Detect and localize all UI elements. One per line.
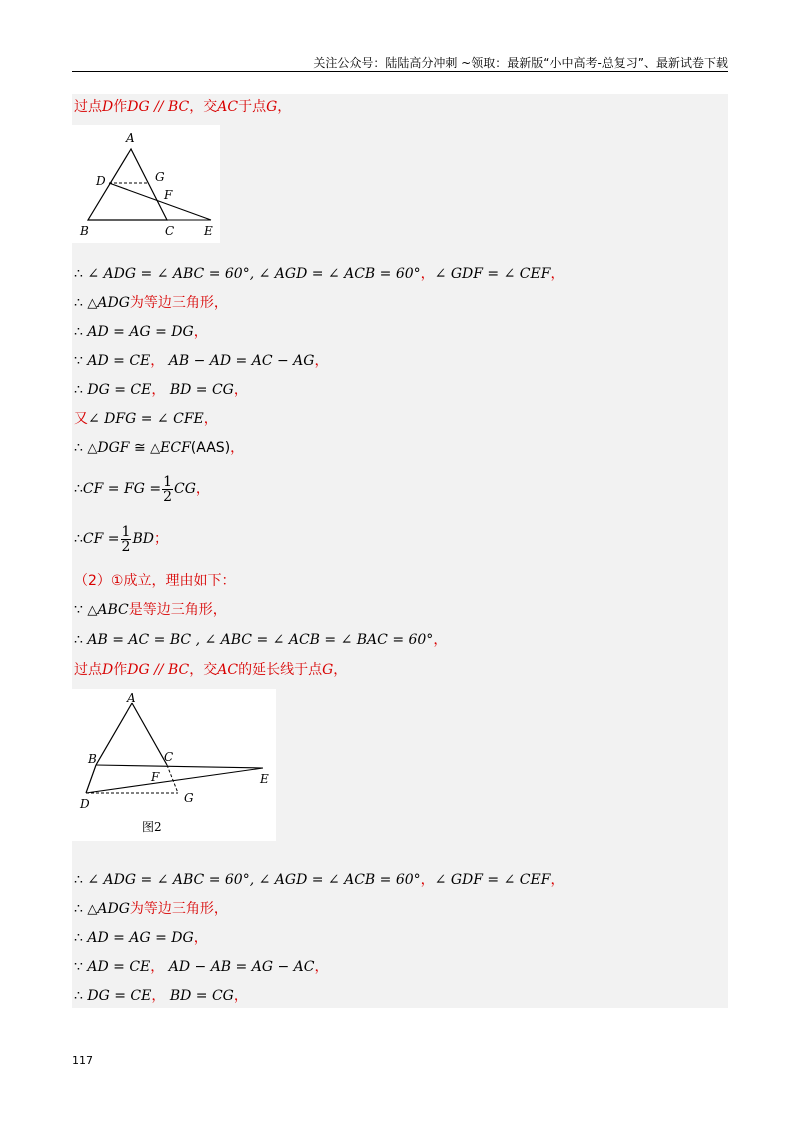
step-cf-fg: ∴CF = FG = $\frac{1}{2}$ CG， <box>74 473 210 505</box>
page-number: 117 <box>72 1054 93 1067</box>
figure-1 <box>72 125 220 243</box>
segment-cg <box>167 765 178 793</box>
step-equilateral-adg-2: ∴ △ADG为等边三角形， <box>74 901 228 917</box>
segment-de <box>109 183 211 220</box>
step-cf-bd: ∴CF = $\frac{1}{2}$ BD； <box>74 523 168 555</box>
label-d: D <box>80 797 90 811</box>
step-construct-dg-2: 过点D作DG // BC，交AC的延长线于点G， <box>74 662 348 678</box>
label-c: C <box>165 224 175 238</box>
segment-de <box>86 768 263 793</box>
step-congruent: ∴ △DGF ≅ △ECF(AAS)， <box>74 440 245 456</box>
label-f: F <box>164 188 173 202</box>
segment-ac <box>132 703 167 765</box>
step-because-1: ∵ AD = CE， AB − AD = AC − AG， <box>74 353 329 369</box>
label-f: F <box>151 770 160 784</box>
step-angles-2: ∴ ∠ ADG = ∠ ABC = 60°, ∠ AGD = ∠ ACB = 60°，∠ GDF = ∠ CEF， <box>74 872 565 888</box>
label-a: A <box>126 131 135 145</box>
segment-ab <box>96 703 132 765</box>
page-header: 关注公众号：陆陆高分冲刺 ~领取：最新版“小中高考-总复习”、最新试卷下载 <box>313 56 728 70</box>
fraction-half-1: $\frac{1}{2}$ <box>163 473 172 505</box>
segment-bd <box>86 765 96 793</box>
step-construct-dg: 过点D作DG // BC，交AC于点G， <box>74 99 292 115</box>
fraction-half-2: $\frac{1}{2}$ <box>121 523 131 555</box>
step-abc-sides-angles: ∴ AB = AC = BC , ∠ ABC = ∠ ACB = ∠ BAC = 60°， <box>74 632 448 648</box>
step-vertical-angles: 又∠ DFG = ∠ CFE， <box>74 411 218 427</box>
step-dg-ce-1: ∴ DG = CE， BD = CG， <box>74 382 248 398</box>
label-c: C <box>164 750 174 764</box>
label-b: B <box>80 224 89 238</box>
step-equal-sides-2: ∴ AD = AG = DG， <box>74 930 208 946</box>
part-2-heading: （2）①成立，理由如下： <box>74 573 236 589</box>
segment-be <box>96 765 263 768</box>
label-g: G <box>155 170 165 184</box>
step-equal-sides-1: ∴ AD = AG = DG， <box>74 324 208 340</box>
header-rule <box>72 71 728 72</box>
step-dg-ce-2: ∴ DG = CE， BD = CG， <box>74 988 248 1004</box>
figure-2-caption: 图2 <box>142 820 162 834</box>
figure-2 <box>72 689 276 841</box>
figure-1-diagram <box>72 125 220 243</box>
label-g: G <box>184 791 194 805</box>
label-d: D <box>96 174 106 188</box>
label-a: A <box>127 691 136 705</box>
figure-2-diagram <box>72 689 276 841</box>
step-because-2: ∵ AD = CE， AD − AB = AG − AC， <box>74 959 329 975</box>
label-e: E <box>260 772 269 786</box>
label-b: B <box>88 752 97 766</box>
step-equilateral-adg-1: ∴ △ADG为等边三角形， <box>74 295 228 311</box>
step-abc-equilateral: ∵ △ABC是等边三角形， <box>74 602 227 618</box>
step-angles-1: ∴ ∠ ADG = ∠ ABC = 60°, ∠ AGD = ∠ ACB = 60°，∠ GDF = ∠ CEF， <box>74 266 565 282</box>
label-e: E <box>204 224 213 238</box>
